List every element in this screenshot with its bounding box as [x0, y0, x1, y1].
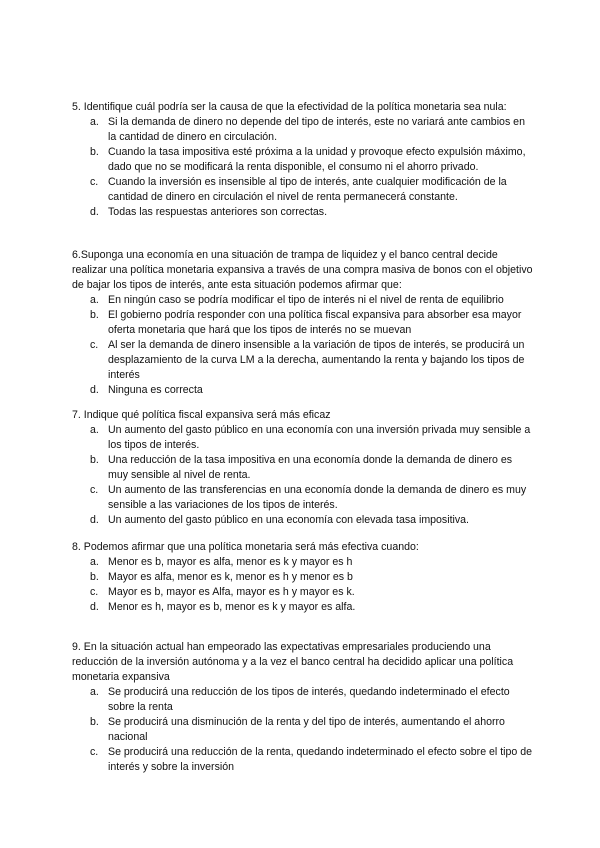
option-list: [72, 423, 534, 528]
option-b: [72, 453, 534, 483]
option-a: [72, 555, 534, 570]
option-letter: a.: [90, 116, 99, 128]
option-text: Un aumento de las transferencias en una economía donde la demanda de dinero es muy sensible a las variaciones de los tipos de interés.: [108, 484, 527, 511]
option-b: [72, 308, 534, 338]
option-c: [72, 483, 534, 513]
option-d: [72, 600, 534, 615]
question-stem: 9. En la situación actual han empeorado las expectativas empresariales produciendo una reducción de la inversión autónoma y a la vez el banco central ha decidido aplicar una política monetaria expansiva: [72, 641, 514, 683]
option-list: [72, 293, 534, 398]
option-letter: b.: [90, 146, 99, 158]
option-text: El gobierno podría responder con una política fiscal expansiva para absorber esa mayor oferta monetaria que hará que los tipos de interés no se muevan: [108, 309, 522, 336]
option-text: Ninguna es correcta: [108, 384, 203, 396]
question-stem: 7. Indique qué política fiscal expansiva será más eficaz: [72, 409, 331, 421]
option-text: Menor es h, mayor es b, menor es k y mayor es alfa.: [108, 601, 356, 613]
option-text: Mayor es b, mayor es Alfa, mayor es h y mayor es k.: [108, 586, 355, 598]
option-letter: b.: [90, 571, 99, 583]
option-c: [72, 585, 534, 600]
option-text: Al ser la demanda de dinero insensible a la variación de tipos de interés, se producirá un desplazamiento de la curva LM a la derecha, aumentando la renta y bajando los tipos de interés: [108, 339, 525, 381]
option-d: [72, 205, 534, 220]
option-letter: c.: [90, 484, 99, 496]
option-text: Mayor es alfa, menor es k, menor es h y menor es b: [108, 571, 353, 583]
question-stem: 6.Suponga una economía en una situación de trampa de liquidez y el banco central decide realizar una política monetaria expansiva a través de una compra masiva de bonos con el objetivo de bajar los tipos de interés, ante esta situación podemos afirmar que:: [72, 249, 533, 291]
option-c: [72, 338, 534, 383]
option-letter: b.: [90, 309, 99, 321]
option-c: [72, 745, 534, 775]
option-text: Menor es b, mayor es alfa, menor es k y mayor es h: [108, 556, 353, 568]
option-letter: d.: [90, 206, 99, 218]
option-text: Se producirá una reducción de los tipos de interés, quedando indeterminado el efecto sobre la renta: [108, 686, 510, 713]
option-letter: d.: [90, 514, 99, 526]
option-list: [72, 115, 534, 220]
option-letter: b.: [90, 454, 99, 466]
option-letter: c.: [90, 586, 99, 598]
option-text: Un aumento del gasto público en una economía con una inversión privada muy sensible a los tipos de interés.: [108, 424, 531, 451]
question-6: [72, 248, 534, 398]
option-d: [72, 513, 534, 528]
option-text: Se producirá una disminución de la renta y del tipo de interés, aumentando el ahorro nacional: [108, 716, 505, 743]
option-b: [72, 145, 534, 175]
option-b: [72, 570, 534, 585]
option-text: Cuando la inversión es insensible al tipo de interés, ante cualquier modificación de la cantidad de dinero en circulación el nivel de renta permanecerá constante.: [108, 176, 507, 203]
option-text: Cuando la tasa impositiva esté próxima a la unidad y provoque efecto expulsión máximo, dado que no se modificará la renta disponible, el consumo ni el ahorro privado.: [108, 146, 526, 173]
option-letter: b.: [90, 716, 99, 728]
question-8: [72, 540, 534, 615]
option-text: Una reducción de la tasa impositiva en una economía donde la demanda de dinero es muy sensible al nivel de renta.: [108, 454, 513, 481]
option-letter: d.: [90, 384, 99, 396]
option-letter: a.: [90, 424, 99, 436]
option-text: Si la demanda de dinero no depende del tipo de interés, este no variará ante cambios en la cantidad de dinero en circulación.: [108, 116, 525, 143]
option-b: [72, 715, 534, 745]
question-5: [72, 100, 534, 220]
question-7: [72, 408, 534, 528]
question-9: [72, 640, 534, 775]
option-letter: a.: [90, 294, 99, 306]
question-stem: 5. Identifique cuál podría ser la causa de que la efectividad de la política monetaria sea nula:: [72, 101, 507, 113]
option-letter: d.: [90, 601, 99, 613]
option-text: Se producirá una reducción de la renta, quedando indeterminado el efecto sobre el tipo de interés y sobre la inversión: [108, 746, 533, 773]
option-letter: a.: [90, 686, 99, 698]
option-list: [72, 685, 534, 775]
option-a: [72, 293, 534, 308]
option-text: Un aumento del gasto público en una economía con elevada tasa impositiva.: [108, 514, 470, 526]
option-letter: c.: [90, 339, 99, 351]
option-text: En ningún caso se podría modificar el tipo de interés ni el nivel de renta de equilibrio: [108, 294, 504, 306]
option-letter: a.: [90, 556, 99, 568]
option-a: [72, 685, 534, 715]
option-text: Todas las respuestas anteriores son correctas.: [108, 206, 328, 218]
option-a: [72, 115, 534, 145]
option-c: [72, 175, 534, 205]
option-letter: c.: [90, 746, 99, 758]
option-list: [72, 555, 534, 615]
question-stem: 8. Podemos afirmar que una política monetaria será más efectiva cuando:: [72, 541, 419, 553]
option-a: [72, 423, 534, 453]
option-letter: c.: [90, 176, 99, 188]
option-d: [72, 383, 534, 398]
